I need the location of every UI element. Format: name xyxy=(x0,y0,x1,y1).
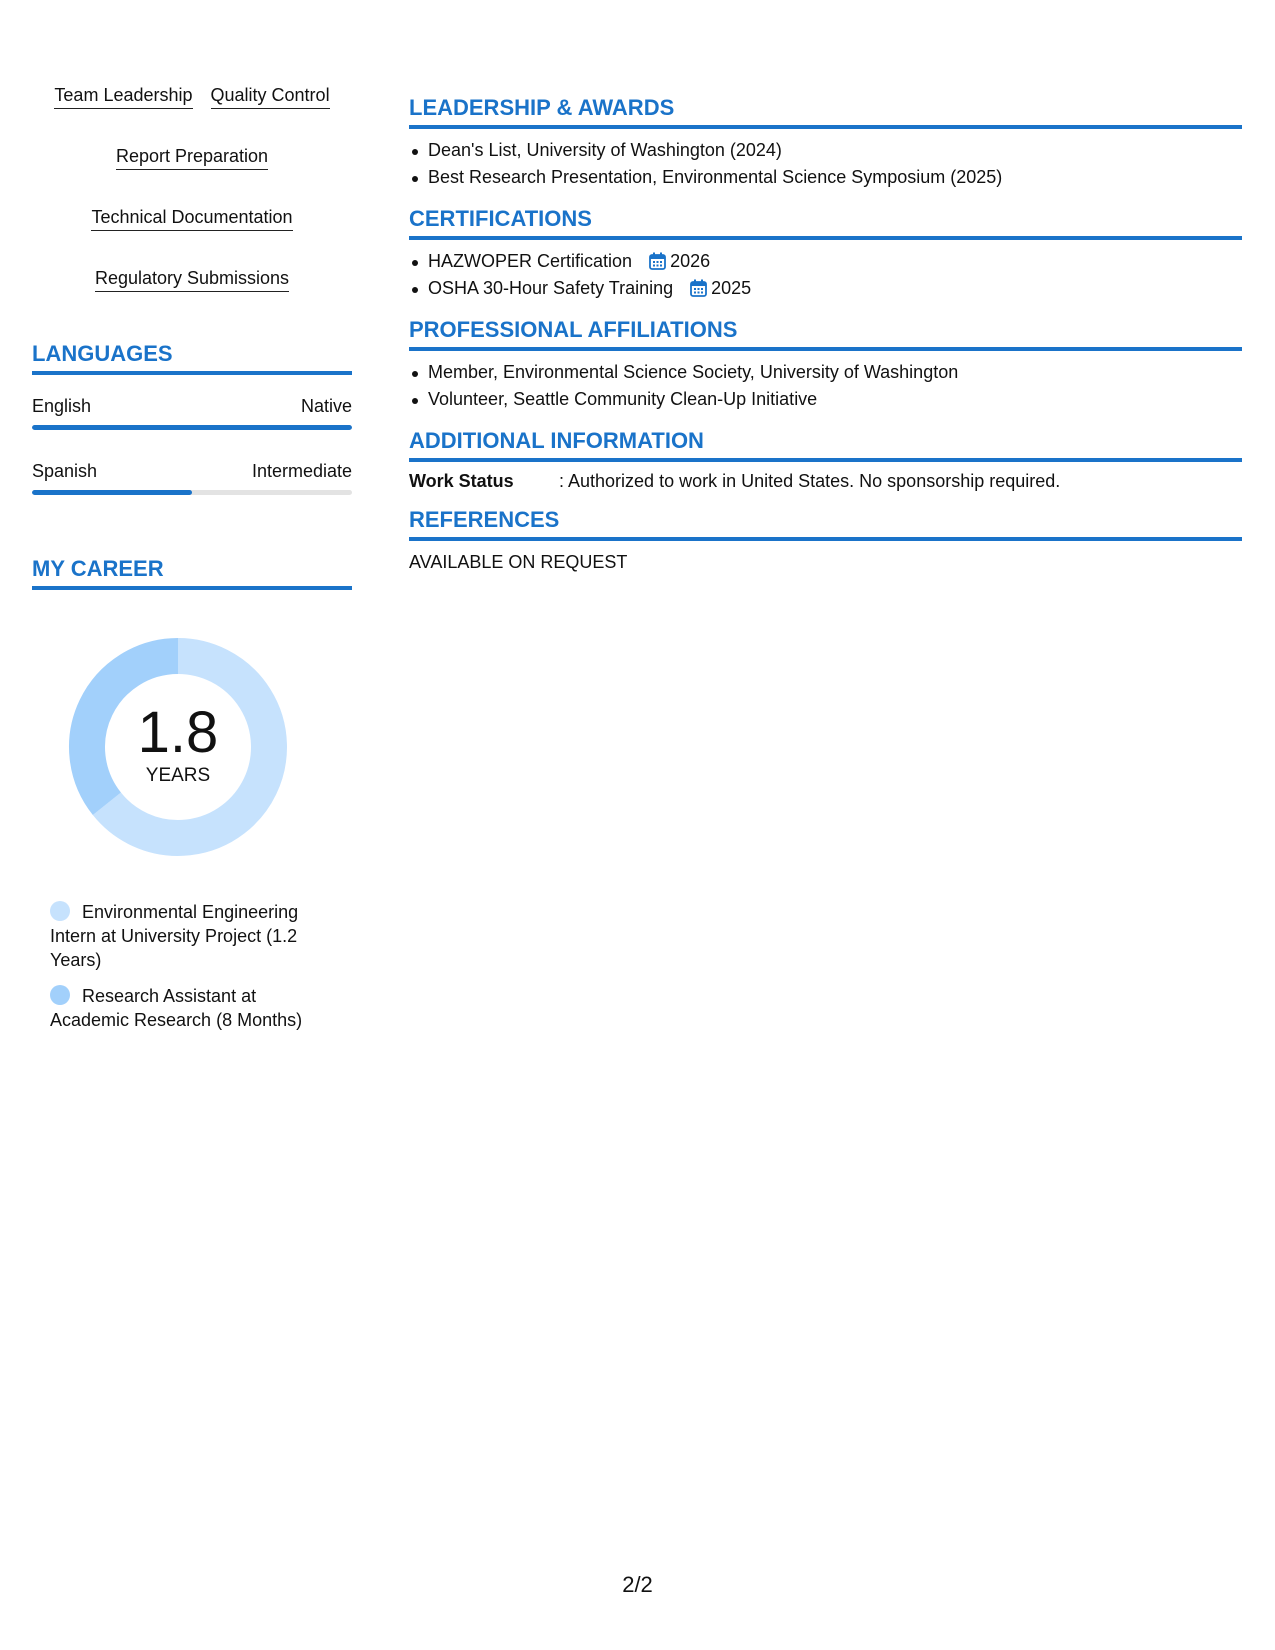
language-item xyxy=(32,460,352,495)
leadership-title: LEADERSHIP & AWARDS xyxy=(409,94,1242,129)
skill-tag: Quality Control xyxy=(211,84,330,109)
certifications-title: CERTIFICATIONS xyxy=(409,205,1242,240)
work-status-value: : Authorized to work in United States. No sponsorship required. xyxy=(559,471,1061,491)
legend-label: Research Assistant at Academic Research (8 Months) xyxy=(50,986,303,1030)
references-text: AVAILABLE ON REQUEST xyxy=(409,552,628,572)
right-column xyxy=(409,94,1242,587)
cert-name: OSHA 30-Hour Safety Training xyxy=(428,278,674,298)
cert-year: 2026 xyxy=(670,251,711,271)
career-unit: YEARS xyxy=(145,765,211,786)
additional-section xyxy=(409,427,1242,492)
language-name: Spanish xyxy=(32,461,98,481)
skills-list xyxy=(32,84,352,292)
languages-title: LANGUAGES xyxy=(32,340,352,375)
language-bar xyxy=(32,425,352,430)
leadership-section xyxy=(409,94,1242,191)
skill-tag: Regulatory Submissions xyxy=(95,267,289,292)
language-level: Native xyxy=(300,396,352,416)
legend-label: Environmental Engineering Intern at University Project (1.2 Years) xyxy=(50,902,299,970)
work-status-label: Work Status xyxy=(409,471,514,491)
references-title: REFERENCES xyxy=(409,506,1242,541)
page-number: 2/2 xyxy=(622,1572,653,1597)
cert-name: HAZWOPER Certification xyxy=(428,251,633,271)
skill-tag: Report Preparation xyxy=(116,145,268,170)
left-column xyxy=(32,84,352,1044)
list-item: Dean's List, University of Washington (2024) xyxy=(409,137,1242,164)
legend-item xyxy=(50,900,320,972)
career-donut-chart xyxy=(65,634,291,860)
language-bar xyxy=(32,490,352,495)
language-level: Intermediate xyxy=(251,461,352,481)
references-section xyxy=(409,506,1242,573)
list-item: Volunteer, Seattle Community Clean-Up Initiative xyxy=(409,386,1242,413)
list-item xyxy=(409,248,1242,275)
skill-tag: Team Leadership xyxy=(54,84,192,109)
languages-section xyxy=(32,340,352,495)
legend-item xyxy=(50,984,320,1032)
language-bar-fill xyxy=(32,490,192,495)
language-name: English xyxy=(32,396,92,416)
career-section xyxy=(32,555,352,1032)
list-item: Best Research Presentation, Environmental Science Symposium (2025) xyxy=(409,164,1242,191)
career-legend xyxy=(50,900,320,1032)
list-item: Member, Environmental Science Society, University of Washington xyxy=(409,359,1242,386)
affiliations-title: PROFESSIONAL AFFILIATIONS xyxy=(409,316,1242,351)
language-item xyxy=(32,395,352,430)
language-bar-fill xyxy=(32,425,352,430)
skill-tag: Technical Documentation xyxy=(91,206,292,231)
certifications-section xyxy=(409,205,1242,302)
list-item xyxy=(409,275,1242,302)
affiliations-section xyxy=(409,316,1242,413)
career-title: MY CAREER xyxy=(32,555,352,590)
calendar-icon xyxy=(649,252,666,270)
cert-year: 2025 xyxy=(711,278,752,298)
calendar-icon xyxy=(690,279,707,297)
additional-title: ADDITIONAL INFORMATION xyxy=(409,427,1242,462)
legend-dot xyxy=(50,901,70,921)
career-total: 1.8 xyxy=(137,700,219,765)
legend-dot xyxy=(50,985,70,1005)
